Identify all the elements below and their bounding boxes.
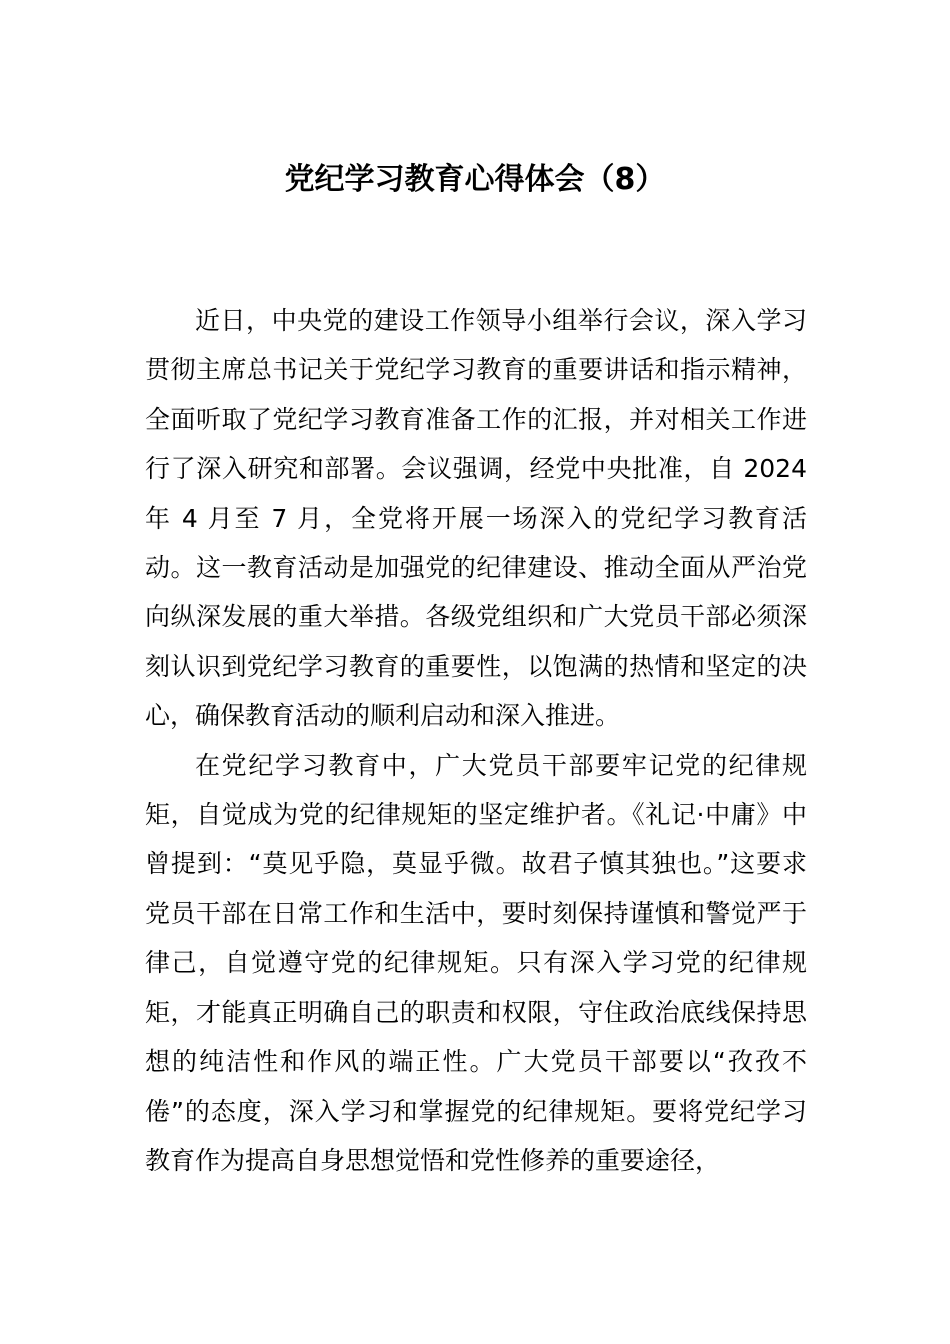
paragraph-1: 近日，中央党的建设工作领导小组举行会议，深入学习贯彻主席总书记关于党纪学习教育的重要讲话和指示精神，全面听取了党纪学习教育准备工作的汇报，并对相关工作进行了深入研究和部署。会议强调，经党中央批准，自 2024 年 4 月至 7 月，全党将开展一场深入的党纪学习教育活动。这一教育活动是加强党的纪律建设、推动全面从严治党向纵深发展的重大举措。各级党组织和广大党员干部必须深刻认识到党纪学习教育的重要性，以饱满的热情和坚定的决心，确保教育活动的顺利启动和深入推进。	[145, 306, 807, 731]
document-body	[145, 296, 807, 1185]
paragraph-2: 在党纪学习教育中，广大党员干部要牢记党的纪律规矩，自觉成为党的纪律规矩的坚定维护者。《礼记·中庸》中曾提到：“莫见乎隐，莫显乎微。故君子慎其独也。”这要求党员干部在日常工作和生活中，要时刻保持谨慎和警觉严于律己，自觉遵守党的纪律规矩。只有深入学习党的纪律规矩，才能真正明确自己的职责和权限，守住政治底线保持思想的纯洁性和作风的端正性。广大党员干部要以“孜孜不倦”的态度，深入学习和掌握党的纪律规矩。要将党纪学习教育作为提高自身思想觉悟和党性修养的重要途径，	[145, 750, 807, 1175]
document-title: 党纪学习教育心得体会（8）	[284, 162, 666, 197]
